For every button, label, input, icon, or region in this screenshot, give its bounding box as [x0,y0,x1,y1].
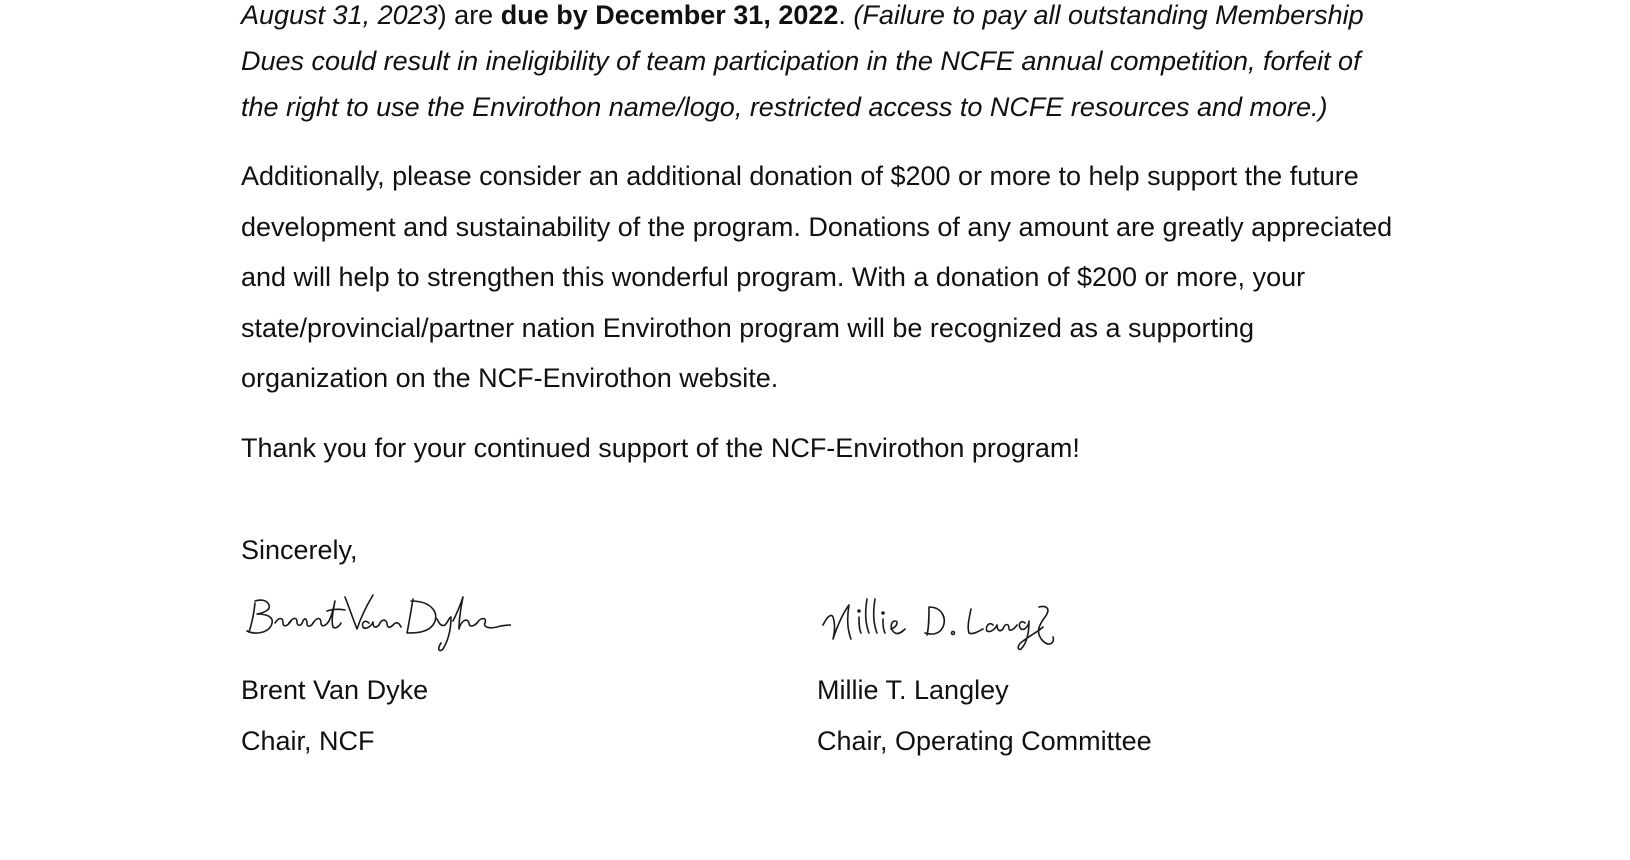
donation-paragraph: Additionally, please consider an additional donation of $200 or more to help support the future development and sustainability of the program. Donations of any amount are greatly appreciated and will help to strengthen this wonderful program. With a donation of $200 or more, your state/provincial/partner nation Envirothon program will be recognized as a supporting organization on the NCF-Envirothon website. [241,161,1393,393]
signatory-name: Brent Van Dyke [241,675,429,705]
dues-failure-note: (Failure to pay all outstanding Membership Dues could result in ineligibility of team participation in the NCFE annual competition, forfeit of the right to use the Envirothon name/logo, restricted access to NCFE resources and more.) [241,0,1364,122]
dues-close-paren: ) [437,0,447,30]
closing-salutation: Sincerely, [241,535,358,565]
signatory-left [241,587,511,756]
signatory-right [817,587,1152,756]
signatory-title: Chair, Operating Committee [817,726,1152,756]
dues-period-end-date: August 31, 2023 [241,0,438,30]
dues-period: . [838,0,854,30]
dues-paragraph [241,0,1401,130]
handwritten-signature-icon [241,587,511,657]
dues-are-text: are [446,0,501,30]
signatory-name: Millie T. Langley [817,675,1009,705]
handwritten-signature-icon [817,587,1067,657]
signatory-title: Chair, NCF [241,726,375,756]
dues-deadline: due by December 31, 2022 [500,0,839,30]
thank-you-paragraph: Thank you for your continued support of the NCF-Envirothon program! [241,433,1080,463]
